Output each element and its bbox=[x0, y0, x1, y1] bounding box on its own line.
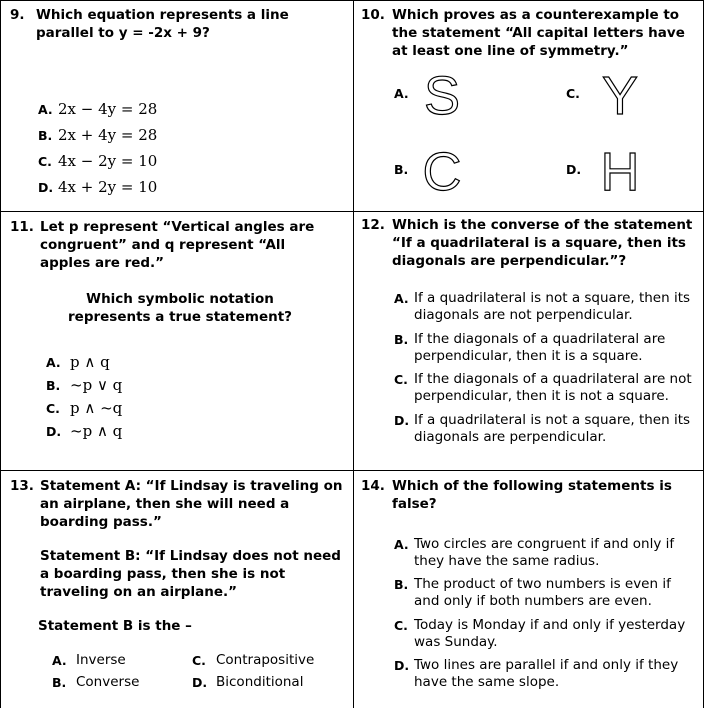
option-letter: D. bbox=[38, 180, 54, 195]
q10-option-c-letter: C. bbox=[566, 86, 580, 101]
q12-option-d[interactable] bbox=[394, 412, 694, 446]
q10-option-a-letter: A. bbox=[394, 86, 409, 101]
q9-option-d[interactable] bbox=[38, 179, 157, 196]
question-11-prompt: Which symbolic notation represents a true statement? bbox=[68, 291, 292, 325]
statement-b-text: Statement B: “If Lindsay does not need a boarding pass, then she is not traveling on an airplane.” bbox=[40, 548, 341, 600]
option-text: If a quadrilateral is not a square, then its diagonals are perpendicular. bbox=[414, 412, 691, 445]
question-14-stem bbox=[361, 477, 681, 513]
question-10-stem bbox=[361, 6, 699, 60]
option-text: ~p ∨ q bbox=[70, 376, 123, 394]
outlined-letter-c: C bbox=[422, 144, 462, 196]
q10-option-b-letter: B. bbox=[394, 162, 409, 177]
option-text: p ∧ q bbox=[70, 353, 110, 371]
option-text: 4x − 2y = 10 bbox=[58, 152, 158, 170]
option-letter: B. bbox=[394, 332, 409, 347]
option-text: 2x − 4y = 28 bbox=[58, 100, 158, 118]
q10-option-a-glyph[interactable] bbox=[422, 68, 462, 120]
option-text: Two circles are congruent if and only if they have the same radius. bbox=[414, 536, 675, 569]
question-14-cell bbox=[354, 471, 704, 708]
question-number: 12. bbox=[361, 217, 385, 233]
q11-option-a[interactable] bbox=[46, 354, 110, 371]
option-letter: D. bbox=[394, 413, 410, 428]
question-12-cell bbox=[354, 212, 704, 470]
q12-option-a[interactable] bbox=[394, 290, 694, 324]
option-letter: C. bbox=[394, 618, 408, 633]
option-letter: B. bbox=[52, 675, 67, 690]
option-text: If the diagonals of a quadrilateral are not perpendicular, then it is not a square. bbox=[414, 371, 692, 404]
q9-option-a[interactable] bbox=[38, 101, 157, 118]
question-number: 9. bbox=[10, 7, 25, 23]
question-number: 11. bbox=[10, 219, 34, 235]
q11-option-d[interactable] bbox=[46, 423, 122, 440]
option-letter: B. bbox=[46, 378, 61, 393]
option-letter: C. bbox=[38, 154, 52, 169]
q11-option-c[interactable] bbox=[46, 400, 122, 417]
option-letter: A. bbox=[52, 653, 67, 668]
q10-option-d-letter: D. bbox=[566, 162, 582, 177]
question-11-cell bbox=[0, 212, 353, 470]
option-text: Inverse bbox=[76, 652, 126, 668]
question-13-cell bbox=[0, 471, 353, 708]
option-text: 4x + 2y = 10 bbox=[58, 178, 158, 196]
option-letter: C. bbox=[46, 401, 60, 416]
q13-option-b[interactable] bbox=[52, 674, 139, 691]
outlined-letter-h: H bbox=[600, 144, 640, 196]
option-text: Converse bbox=[76, 674, 140, 690]
q9-option-b[interactable] bbox=[38, 127, 157, 144]
question-text: Let p represent “Vertical angles are congruent” and q represent “All apples are red.” bbox=[40, 219, 315, 271]
question-9-stem bbox=[10, 6, 340, 42]
q14-option-d[interactable] bbox=[394, 657, 694, 691]
question-13-prompt: Statement B is the – bbox=[38, 618, 192, 634]
question-text: Which is the converse of the statement “If a quadrilateral is a square, then its diagonals are perpendicular.”? bbox=[392, 217, 693, 269]
q9-option-c[interactable] bbox=[38, 153, 157, 170]
option-letter: D. bbox=[192, 675, 208, 690]
statement-a-text: Statement A: “If Lindsay is traveling on an airplane, then she will need a boarding pass.” bbox=[40, 478, 343, 530]
option-text: p ∧ ~q bbox=[70, 399, 123, 417]
question-text: Which of the following statements is false? bbox=[392, 478, 672, 512]
question-9-cell bbox=[0, 0, 353, 211]
option-text: Today is Monday if and only if yesterday was Sunday. bbox=[414, 617, 686, 650]
option-letter: D. bbox=[46, 424, 62, 439]
option-letter: C. bbox=[394, 372, 408, 387]
q13-option-c[interactable] bbox=[192, 652, 314, 669]
option-letter: A. bbox=[46, 355, 61, 370]
question-11-stem bbox=[10, 218, 330, 272]
q10-option-b-glyph[interactable] bbox=[418, 144, 466, 196]
question-text: Which proves as a counterexample to the statement “All capital letters have at least one line of symmetry.” bbox=[392, 7, 685, 59]
question-number: 13. bbox=[10, 478, 34, 494]
question-number: 14. bbox=[361, 478, 385, 494]
q13-option-d[interactable] bbox=[192, 674, 303, 691]
q11-option-b[interactable] bbox=[46, 377, 122, 394]
q12-option-c[interactable] bbox=[394, 371, 699, 405]
option-letter: C. bbox=[192, 653, 206, 668]
option-letter: A. bbox=[38, 102, 53, 117]
option-letter: B. bbox=[38, 128, 53, 143]
question-13-stem bbox=[10, 477, 345, 531]
q14-option-b[interactable] bbox=[394, 576, 694, 610]
option-text: ~p ∧ q bbox=[70, 422, 123, 440]
option-letter: A. bbox=[394, 291, 409, 306]
option-text: Contrapositive bbox=[216, 652, 315, 668]
option-text: The product of two numbers is even if and only if both numbers are even. bbox=[414, 576, 671, 609]
q14-option-c[interactable] bbox=[394, 617, 694, 651]
outlined-letter-y: Y bbox=[601, 68, 639, 120]
option-letter: D. bbox=[394, 658, 410, 673]
question-12-stem bbox=[361, 216, 696, 270]
q10-option-d-glyph[interactable] bbox=[598, 144, 642, 196]
option-text: Two lines are parallel if and only if they have the same slope. bbox=[414, 657, 679, 690]
outlined-letter-s: S bbox=[423, 68, 461, 120]
question-10-cell bbox=[354, 0, 704, 211]
q10-option-c-glyph[interactable] bbox=[598, 68, 642, 120]
q13-option-a[interactable] bbox=[52, 652, 126, 669]
option-letter: B. bbox=[394, 577, 409, 592]
question-text: Which equation represents a line parallel to y = -2x + 9? bbox=[36, 7, 289, 41]
option-text: Biconditional bbox=[216, 674, 304, 690]
option-letter: A. bbox=[394, 537, 409, 552]
question-number: 10. bbox=[361, 7, 385, 23]
option-text: If the diagonals of a quadrilateral are perpendicular, then it is a square. bbox=[414, 331, 666, 364]
option-text: 2x + 4y = 28 bbox=[58, 126, 158, 144]
q14-option-a[interactable] bbox=[394, 536, 694, 570]
option-text: If a quadrilateral is not a square, then its diagonals are not perpendicular. bbox=[414, 290, 691, 323]
q12-option-b[interactable] bbox=[394, 331, 694, 365]
